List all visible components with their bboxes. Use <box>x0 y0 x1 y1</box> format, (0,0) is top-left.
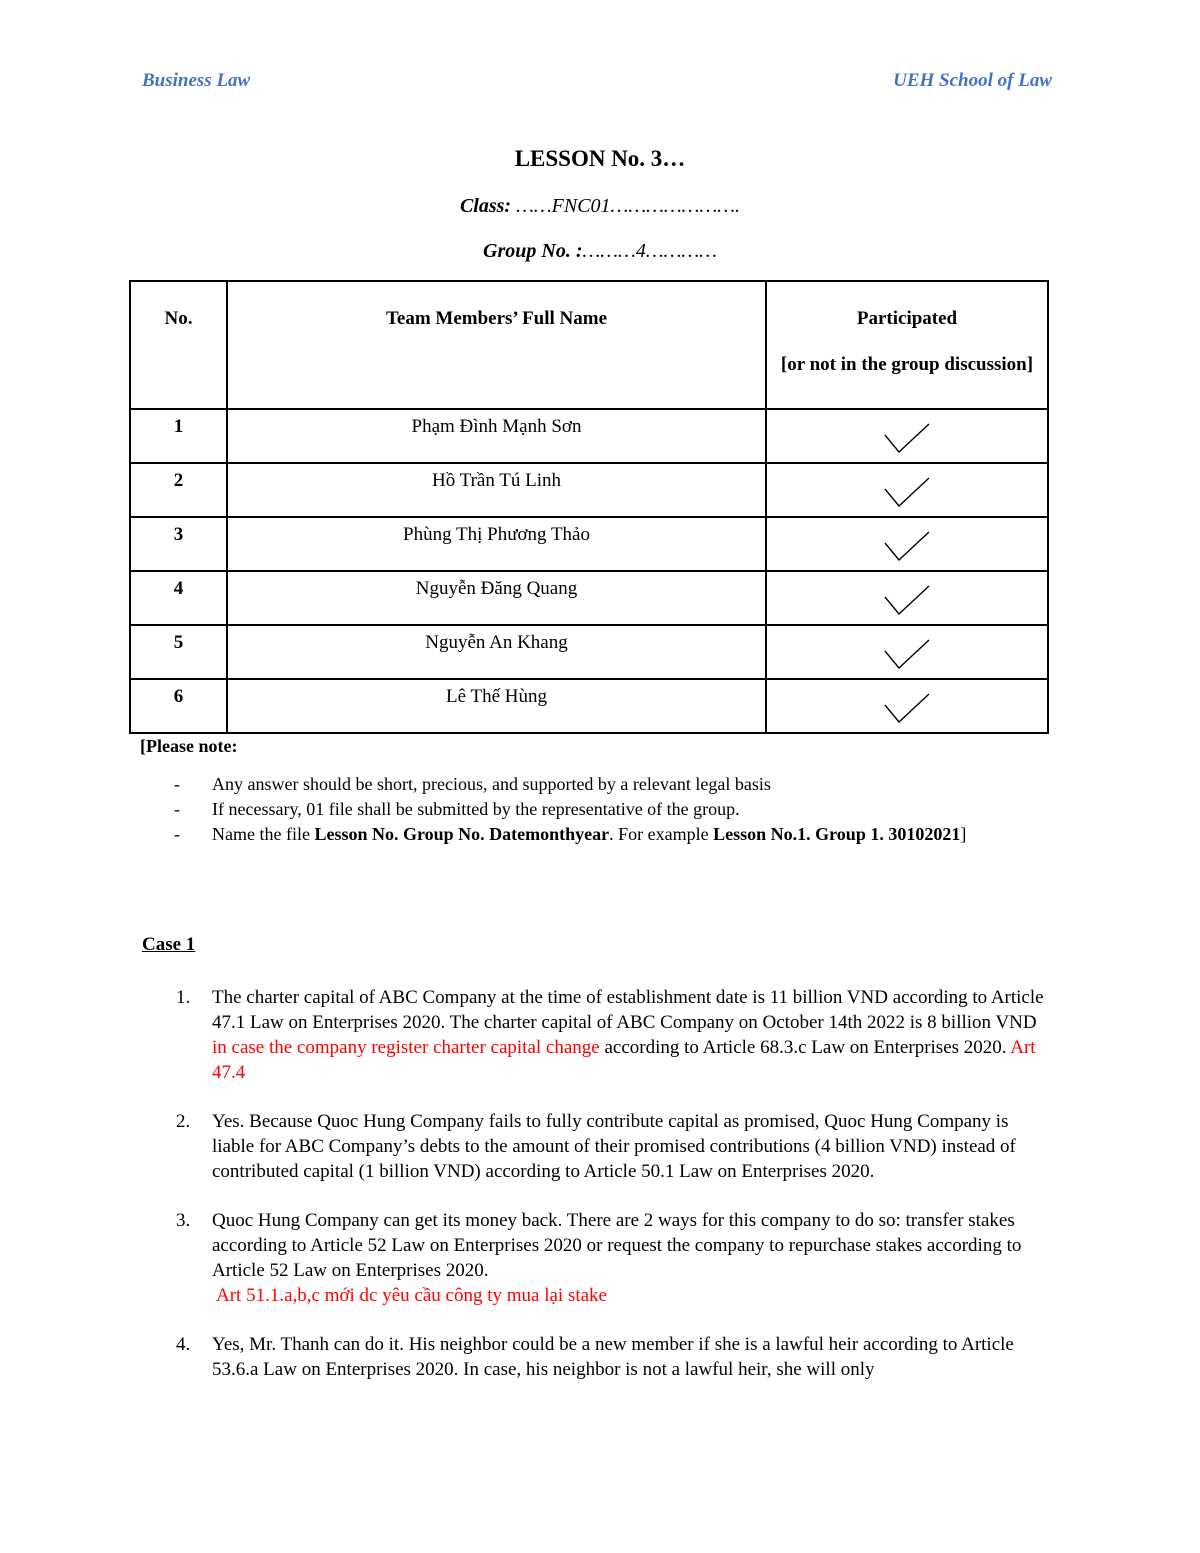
participated-cell <box>766 463 1048 517</box>
participated-cell <box>766 571 1048 625</box>
answer-number: 4. <box>176 1334 191 1355</box>
class-label: Class: <box>459 195 512 217</box>
answer-text: according to Article 68.3.c Law on Enterprises 2020. <box>599 1037 1011 1058</box>
table-row <box>130 463 1048 517</box>
list-item <box>172 822 966 847</box>
note-heading <box>140 736 237 757</box>
col-participated-header <box>766 281 1048 409</box>
annotation-text: Art 47.4 <box>212 1037 1036 1083</box>
list-item <box>172 1208 1052 1308</box>
table-header-row <box>130 281 1048 409</box>
participated-cell <box>766 517 1048 571</box>
checkmark-icon <box>883 637 931 671</box>
member-name: Nguyễn Đăng Quang <box>227 571 766 625</box>
class-value: ……FNC01…………………. <box>511 195 741 217</box>
note-head: [Please note: <box>140 736 238 756</box>
answer-text: Quoc Hung Company can get its money back. There are 2 ways for this company to do so: transfer stakes according to Article 52 Law on Enterprises 2020 or request the company to repurchase stakes according to Article 52 Law on Enterprises 2020. <box>212 1210 1022 1281</box>
col-no-header: No. <box>130 281 227 409</box>
checkmark-icon <box>883 475 931 509</box>
answer-number: 2. <box>176 1111 191 1132</box>
row-number: 5 <box>130 625 227 679</box>
list-item <box>172 1332 1052 1382</box>
row-number: 1 <box>130 409 227 463</box>
note-bold: Lesson No. Group No. Datemonthyear <box>314 824 610 844</box>
answer-number: 1. <box>176 987 191 1008</box>
table-row <box>130 517 1048 571</box>
list-item: - If necessary, 01 file shall be submitted by the representative of the group. <box>172 797 966 822</box>
table-row <box>130 571 1048 625</box>
list-item <box>172 985 1052 1085</box>
participated-sublabel: [or not in the group discussion] <box>780 354 1034 375</box>
group-value: ………4………… <box>582 240 717 262</box>
table-row <box>130 409 1048 463</box>
answer-text: Yes, Mr. Thanh can do it. His neighbor could be a new member if she is a lawful heir according to Article 53.6.a Law on Enterprises 2020. In case, his neighbor is not a lawful heir, she will only <box>212 1334 1014 1380</box>
answer-text: The charter capital of ABC Company at the time of establishment date is 11 billion VND according to Article 47.1 Law on Enterprises 2020. The charter capital of ABC Company on October 14th 2022 is 8 billion VND <box>212 987 1044 1033</box>
row-number: 2 <box>130 463 227 517</box>
case-title: Case 1 <box>142 934 196 955</box>
members-table <box>129 280 1049 734</box>
col-name-header: Team Members’ Full Name <box>227 281 766 409</box>
header-right: UEH School of Law <box>893 70 1052 91</box>
answer-list <box>172 985 1052 1406</box>
member-name: Hồ Trần Tú Linh <box>227 463 766 517</box>
note-text: . For example <box>609 824 714 844</box>
checkmark-icon <box>883 529 931 563</box>
row-number: 3 <box>130 517 227 571</box>
header-left: Business Law <box>142 70 251 91</box>
lesson-title: LESSON No. 3… <box>514 146 686 171</box>
note-text: Name the file <box>212 824 315 844</box>
annotation-text: in case the company register charter capital change <box>212 1037 600 1058</box>
participated-cell <box>766 409 1048 463</box>
participated-cell <box>766 625 1048 679</box>
table-row <box>130 679 1048 733</box>
note-text: ] <box>960 824 967 844</box>
participated-label: Participated <box>856 308 958 329</box>
note-bold: Lesson No.1. Group 1. 30102021 <box>713 824 961 844</box>
group-line <box>0 240 1200 263</box>
checkmark-icon <box>883 583 931 617</box>
answer-number: 3. <box>176 1210 191 1231</box>
table-row <box>130 625 1048 679</box>
participated-cell <box>766 679 1048 733</box>
checkmark-icon <box>883 421 931 455</box>
annotation-text: Art 51.1.a,b,c mới dc yêu cầu công ty mua lại stake <box>216 1285 607 1306</box>
list-item <box>172 1109 1052 1184</box>
class-line <box>0 195 1200 218</box>
member-name: Lê Thế Hùng <box>227 679 766 733</box>
member-name: Phùng Thị Phương Thảo <box>227 517 766 571</box>
member-name: Nguyễn An Khang <box>227 625 766 679</box>
answer-text: Yes. Because Quoc Hung Company fails to fully contribute capital as promised, Quoc Hung Company is liable for ABC Company’s debts to the amount of their promised contributions (4 billion VND) instead of contributed capital (1 billion VND) according to Article 50.1 Law on Enterprises 2020. <box>212 1111 1016 1182</box>
row-number: 6 <box>130 679 227 733</box>
member-name: Phạm Đình Mạnh Sơn <box>227 409 766 463</box>
group-label: Group No. : <box>483 240 583 262</box>
note-list <box>172 772 966 847</box>
checkmark-icon <box>883 691 931 725</box>
list-item: - Any answer should be short, precious, and supported by a relevant legal basis <box>172 772 966 797</box>
row-number: 4 <box>130 571 227 625</box>
